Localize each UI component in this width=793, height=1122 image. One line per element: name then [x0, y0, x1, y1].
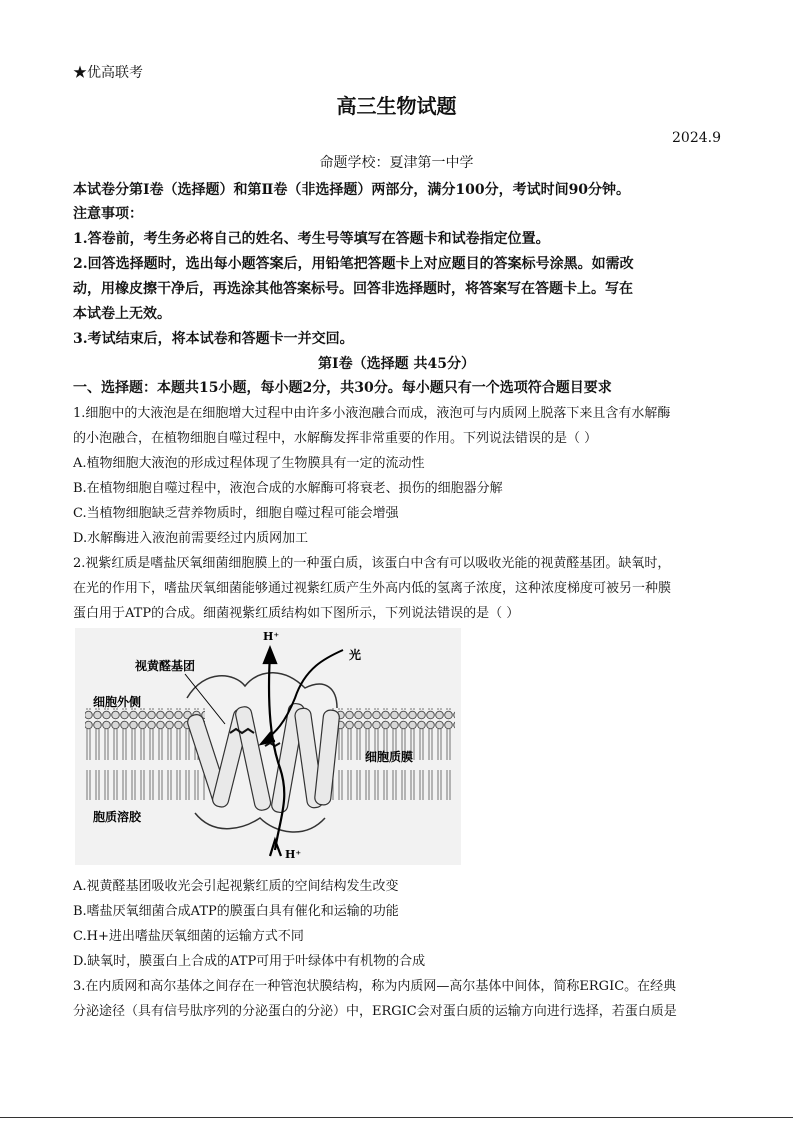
q1-option-a: A.植物细胞大液泡的形成过程体现了生物膜具有一定的流动性 [73, 456, 425, 471]
part-title: 第Ⅰ卷（选择题 共45分） [318, 356, 475, 372]
q1-option-c: C.当植物细胞缺乏营养物质时，细胞自噬过程可能会增强 [73, 506, 399, 521]
note-item-3: 3.考试结束后，将本试卷和答题卡一并交回。 [73, 331, 354, 347]
section-heading: 一、选择题：本题共15小题，每小题2分，共30分。每小题只有一个选项符合题目要求 [73, 380, 612, 396]
note-item-2-line-1: 2.回答选择题时，选出每小题答案后，用铅笔把答题卡上对应题目的答案标号涂黑。如需改 [73, 256, 634, 272]
q2-option-c: C.H+进出嗜盐厌氧细菌的运输方式不同 [73, 929, 304, 944]
q1-option-d: D.水解酶进入液泡前需要经过内质网加工 [73, 531, 309, 546]
notes-title: 注意事项： [73, 206, 143, 222]
q2-option-d: D.缺氧时，膜蛋白上合成的ATP可用于叶绿体中有机物的合成 [73, 954, 426, 969]
retinal-label: 视黄醛基团 [135, 659, 196, 673]
proton-label-bottom: H⁺ [285, 848, 302, 861]
q2-stem-line-2: 在光的作用下，嗜盐厌氧细菌能够通过视紫红质产生外高内低的氢离子浓度，这种浓度梯度可被另一种膜 [73, 581, 672, 596]
q1-option-b: B.在植物细胞自噬过程中，液泡合成的水解酶可将衰老、损伤的细胞器分解 [73, 481, 503, 496]
membrane-label: 细胞质膜 [365, 750, 414, 764]
light-label: 光 [349, 648, 362, 662]
q2-stem-line-1: 2.视紫红质是嗜盐厌氧细菌细胞膜上的一种蛋白质，该蛋白中含有可以吸收光能的视黄醛基团。缺氧时， [73, 556, 671, 571]
exam-date: 2024.9 [672, 130, 721, 146]
proton-label-top: H⁺ [263, 630, 280, 643]
note-item-1: 1.答卷前，考生务必将自己的姓名、考生号等填写在答题卡和试卷指定位置。 [73, 231, 550, 247]
q2-option-a: A.视黄醛基团吸收光会引起视紫红质的空间结构发生改变 [73, 879, 399, 894]
school-line: 命题学校：夏津第一中学 [319, 155, 474, 171]
q1-stem-line-2: 的小泡融合，在植物细胞自噬过程中，水解酶发挥非常重要的作用。下列说法错误的是（ ） [73, 431, 598, 446]
q2-stem-line-3: 蛋白用于ATP的合成。细菌视紫红质结构如下图所示，下列说法错误的是（ ） [73, 606, 520, 621]
note-item-2-line-3: 本试卷上无效。 [73, 306, 171, 322]
note-item-2-line-2: 动，用橡皮擦干净后，再选涂其他答案标号。回答非选择题时，将答案写在答题卡上。写在 [73, 281, 633, 297]
q2-option-b: B.嗜盐厌氧细菌合成ATP的膜蛋白具有催化和运输的功能 [73, 904, 399, 919]
page-title: 高三生物试题 [336, 94, 457, 118]
exam-tag: ★优高联考 [73, 65, 143, 81]
q3-stem-line-2: 分泌途径（具有信号肽序列的分泌蛋白的分泌）中，ERGIC会对蛋白质的运输方向进行选择，若蛋白质是 [73, 1004, 677, 1019]
page-bottom-rule [0, 1117, 793, 1118]
lipid-bilayer-left [85, 708, 205, 800]
outside-label: 细胞外侧 [93, 695, 142, 709]
intro-line: 本试卷分第Ⅰ卷（选择题）和第Ⅱ卷（非选择题）两部分，满分100分，考试时间90分钟。 [73, 182, 631, 198]
q3-stem-line-1: 3.在内质网和高尔基体之间存在一种管泡状膜结构，称为内质网—高尔基体中间体，简称ERGIC。在经典 [73, 979, 677, 994]
cytosol-label: 胞质溶胶 [93, 810, 142, 824]
bacteriorhodopsin-figure [75, 628, 461, 865]
q1-stem-line-1: 1.细胞中的大液泡是在细胞增大过程中由许多小液泡融合而成，液泡可与内质网上脱落下来且含有水解酶 [73, 406, 671, 421]
